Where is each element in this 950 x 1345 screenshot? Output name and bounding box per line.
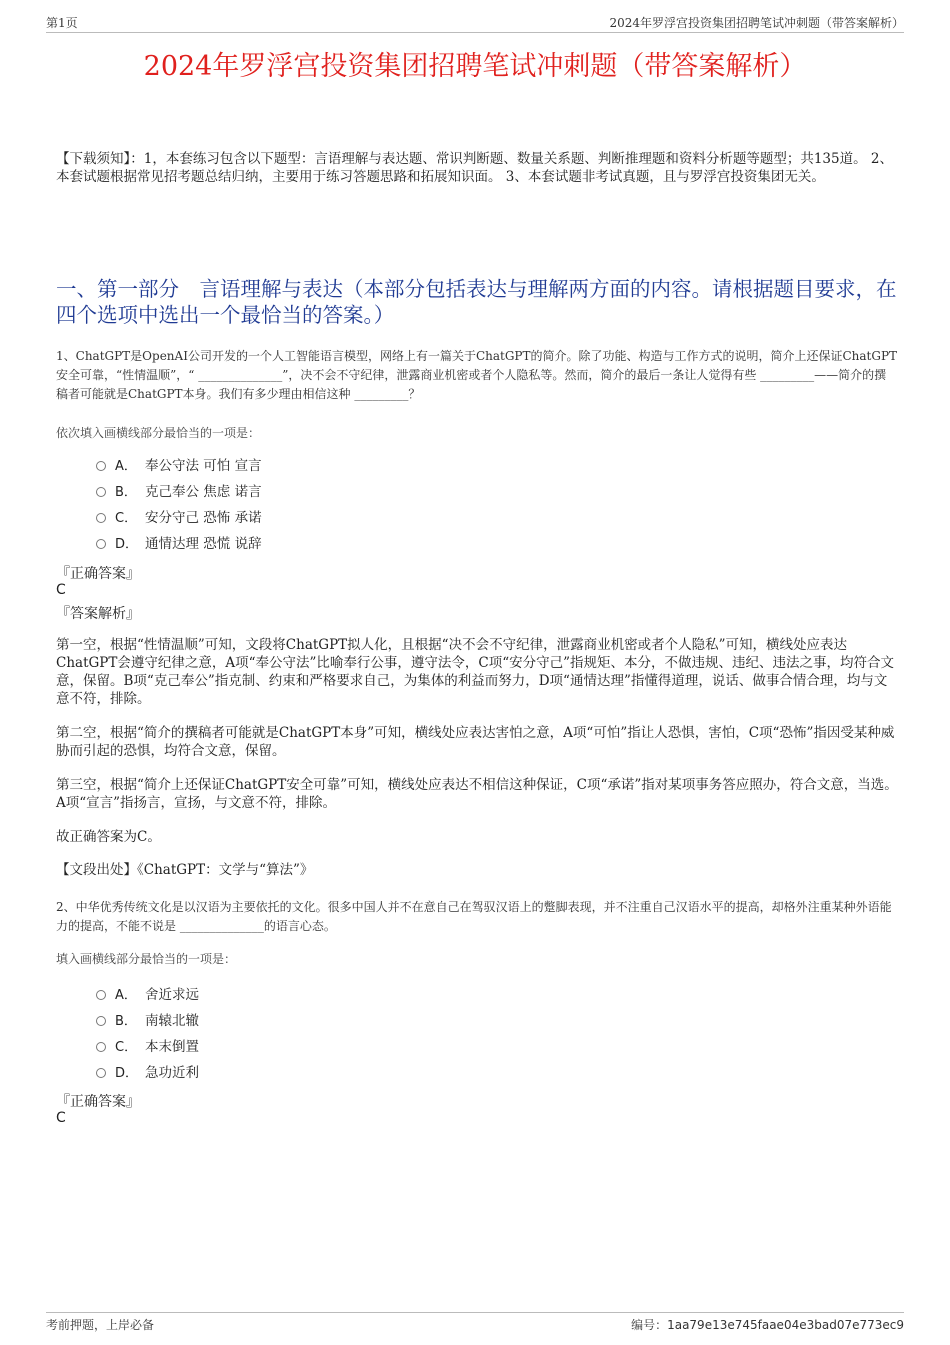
option-b[interactable]: B． 克己奉公 焦虑 诺言 (96, 479, 262, 505)
answer-label: 『正确答案』 (56, 1094, 140, 1110)
footer-slogan: 考前押题，上岸必备 (46, 1318, 155, 1332)
page-footer (46, 1312, 904, 1332)
answer-value: C (56, 1110, 66, 1126)
option-c[interactable]: C． 安分守己 恐怖 承诺 (96, 505, 262, 531)
source-citation: 【文段出处】《ChatGPT：文学与“算法”》 (56, 862, 314, 878)
option-a[interactable]: A． 舍近求远 (96, 982, 199, 1008)
page-number: 第1页 (46, 16, 78, 30)
question-1-prompt: 依次填入画横线部分最恰当的一项是： (56, 426, 261, 440)
section-title: 一、第一部分 言语理解与表达（本部分包括表达与理解两方面的内容。请根据题目要求，在四个选项中选出一个最恰当的答案。） (56, 277, 897, 327)
question-2-stem: 2、中华优秀传统文化是以汉语为主要依托的文化。很多中国人并不在意自己在驾驭汉语上的蹩脚表现，并不注重自己汉语水平的提高，却格外注重某种外语能力的提高，不能不说是 ______________的语言心态。 (56, 900, 892, 933)
document-code: 编号：1aa79e13e745faae04e3bad07e773ec9 (631, 1318, 904, 1332)
option-d[interactable]: D． 急功近利 (96, 1060, 199, 1086)
header-doc-title: 2024年罗浮宫投资集团招聘笔试冲刺题（带答案解析） (609, 16, 904, 30)
question-2-options (96, 982, 199, 1086)
download-notice: 【下载须知】：1，本套练习包含以下题型：言语理解与表达题、常识判断题、数量关系题、判断推理题和资料分析题等题型；共135道。 2、本套试题根据常见招考题总结归纳，主要用于练习答题思路和拓展知识面。 3、本套试题非考试真题，且与罗浮宫投资集团无关。 (56, 151, 893, 185)
radio-icon[interactable] (96, 461, 106, 471)
document-title: 2024年罗浮宫投资集团招聘笔试冲刺题（带答案解析） (143, 51, 807, 82)
radio-icon[interactable] (96, 1068, 106, 1078)
analysis-paragraph-3: 第三空，根据“简介上还保证ChatGPT安全可靠”可知，横线处应表达不相信这种保证，C项“承诺”指对某项事务答应照办，符合文意，当选。A项“宣言”指扬言，宣扬，与文意不符，排除。 (56, 777, 898, 811)
question-1-options (96, 453, 262, 557)
question-1-stem: 1、ChatGPT是OpenAI公司开发的一个人工智能语言模型，网络上有一篇关于ChatGPT的简介。除了功能、构造与工作方式的说明，简介上还保证ChatGPT安全可靠，“性情温顺”，“ ______________”，决不会不守纪律，泄露商业机密或者个人隐私等。然而，简介的最后一条让人觉得有些 _________——简介的撰稿者可能就是ChatGPT本身。我们有多少理由相信这种 _________？ (56, 349, 898, 401)
radio-icon[interactable] (96, 539, 106, 549)
analysis-label: 『答案解析』 (56, 606, 140, 622)
analysis-paragraph-1: 第一空，根据“性情温顺”可知，文段将ChatGPT拟人化，且根据“决不会不守纪律，泄露商业机密或者个人隐私”可知，横线处应表达ChatGPT会遵守纪律之意，A项“奉公守法”比喻奉行公事，遵守法令，C项“安分守己”指规矩、本分，不做违规、违纪、违法之事，均符合文意，保留。B项“克己奉公”指克制、约束和严格要求自己，为集体的利益而努力，D项“通情达理”指懂得道理，说话、做事合情合理，均与文意不符，排除。 (56, 637, 895, 707)
question-2-prompt: 填入画横线部分最恰当的一项是： (56, 952, 237, 966)
answer-value: C (56, 582, 66, 598)
radio-icon[interactable] (96, 487, 106, 497)
option-d[interactable]: D． 通情达理 恐慌 说辞 (96, 531, 262, 557)
radio-icon[interactable] (96, 1016, 106, 1026)
radio-icon[interactable] (96, 1042, 106, 1052)
analysis-conclusion: 故正确答案为C。 (56, 829, 161, 845)
analysis-paragraph-2: 第二空，根据“简介的撰稿者可能就是ChatGPT本身”可知，横线处应表达害怕之意，A项“可怕”指让人恐惧，害怕，C项“恐怖”指因受某种威胁而引起的恐惧，均符合文意，保留。 (56, 725, 895, 759)
option-a[interactable]: A． 奉公守法 可怕 宣言 (96, 453, 262, 479)
option-c[interactable]: C． 本末倒置 (96, 1034, 199, 1060)
radio-icon[interactable] (96, 990, 106, 1000)
radio-icon[interactable] (96, 513, 106, 523)
option-b[interactable]: B． 南辕北辙 (96, 1008, 199, 1034)
page-header (46, 14, 904, 33)
answer-label: 『正确答案』 (56, 566, 140, 582)
